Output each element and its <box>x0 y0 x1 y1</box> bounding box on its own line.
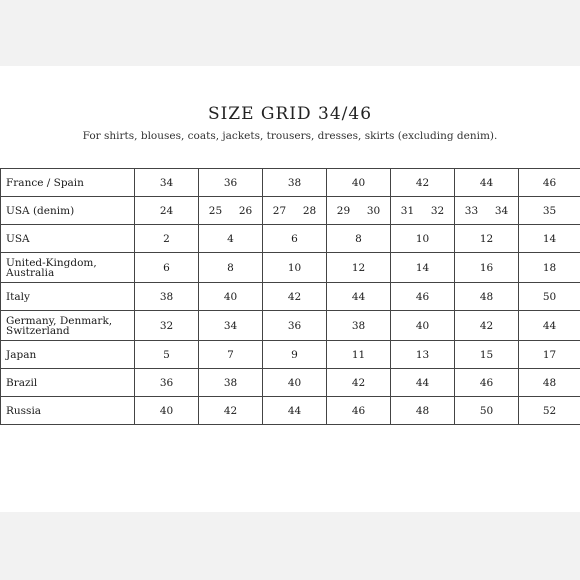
page-subtitle: For shirts, blouses, coats, jackets, trousers, dresses, skirts (excluding denim). <box>82 130 498 142</box>
size-cell: 46 <box>455 369 519 397</box>
size-cell: 6 <box>263 225 327 253</box>
size-cell: 52 <box>519 397 580 425</box>
size-cell: 46 <box>519 169 580 197</box>
size-cell: 40 <box>135 397 199 425</box>
size-cell: 17 <box>519 341 580 369</box>
size-cell: 44 <box>391 369 455 397</box>
size-cell: 44 <box>519 311 580 341</box>
table-row <box>1 253 580 283</box>
table-row <box>1 397 580 425</box>
size-cell: 44 <box>263 397 327 425</box>
size-cell: 29 30 <box>327 197 391 225</box>
size-cell: 40 <box>327 169 391 197</box>
row-label: France / Spain <box>1 169 135 197</box>
size-cell: 33 34 <box>455 197 519 225</box>
size-cell: 50 <box>519 283 580 311</box>
size-grid-table <box>0 168 580 425</box>
row-label: United-Kingdom, Australia <box>1 253 135 283</box>
size-cell: 11 <box>327 341 391 369</box>
size-cell: 8 <box>199 253 263 283</box>
size-cell: 18 <box>519 253 580 283</box>
size-cell: 4 <box>199 225 263 253</box>
size-cell: 10 <box>263 253 327 283</box>
row-label: Germany, Denmark, Switzerland <box>1 311 135 341</box>
size-cell: 13 <box>391 341 455 369</box>
row-label: Japan <box>1 341 135 369</box>
size-cell: 25 26 <box>199 197 263 225</box>
table-row <box>1 225 580 253</box>
size-cell: 42 <box>263 283 327 311</box>
size-cell: 12 <box>455 225 519 253</box>
row-label: Russia <box>1 397 135 425</box>
size-cell: 36 <box>199 169 263 197</box>
row-label: Italy <box>1 283 135 311</box>
table-row <box>1 197 580 225</box>
table-row <box>1 311 580 341</box>
size-cell: 38 <box>263 169 327 197</box>
size-cell: 16 <box>455 253 519 283</box>
size-cell: 34 <box>199 311 263 341</box>
size-cell: 2 <box>135 225 199 253</box>
size-cell: 40 <box>391 311 455 341</box>
table-row <box>1 369 580 397</box>
size-cell: 38 <box>135 283 199 311</box>
size-cell: 44 <box>455 169 519 197</box>
size-cell: 9 <box>263 341 327 369</box>
size-cell: 48 <box>455 283 519 311</box>
row-label: USA (denim) <box>1 197 135 225</box>
size-cell: 42 <box>327 369 391 397</box>
size-cell: 36 <box>135 369 199 397</box>
size-cell: 40 <box>263 369 327 397</box>
size-cell: 42 <box>199 397 263 425</box>
table-row <box>1 341 580 369</box>
size-cell: 38 <box>327 311 391 341</box>
size-cell: 42 <box>455 311 519 341</box>
size-cell: 32 <box>135 311 199 341</box>
size-cell: 34 <box>135 169 199 197</box>
size-cell: 35 <box>519 197 580 225</box>
size-cell: 24 <box>135 197 199 225</box>
size-cell: 31 32 <box>391 197 455 225</box>
size-cell: 44 <box>327 283 391 311</box>
table-row <box>1 283 580 311</box>
size-cell: 5 <box>135 341 199 369</box>
size-cell: 6 <box>135 253 199 283</box>
size-cell: 40 <box>199 283 263 311</box>
size-cell: 46 <box>391 283 455 311</box>
size-cell: 14 <box>519 225 580 253</box>
size-cell: 10 <box>391 225 455 253</box>
size-cell: 7 <box>199 341 263 369</box>
size-cell: 27 28 <box>263 197 327 225</box>
page-title: SIZE GRID 34/46 <box>207 104 373 124</box>
row-label: USA <box>1 225 135 253</box>
size-cell: 46 <box>327 397 391 425</box>
size-cell: 38 <box>199 369 263 397</box>
size-cell: 48 <box>391 397 455 425</box>
size-cell: 42 <box>391 169 455 197</box>
size-cell: 50 <box>455 397 519 425</box>
row-label: Brazil <box>1 369 135 397</box>
size-cell: 36 <box>263 311 327 341</box>
size-cell: 14 <box>391 253 455 283</box>
size-grid-body <box>1 169 580 425</box>
size-cell: 15 <box>455 341 519 369</box>
table-row <box>1 169 580 197</box>
size-cell: 8 <box>327 225 391 253</box>
size-cell: 12 <box>327 253 391 283</box>
size-cell: 48 <box>519 369 580 397</box>
